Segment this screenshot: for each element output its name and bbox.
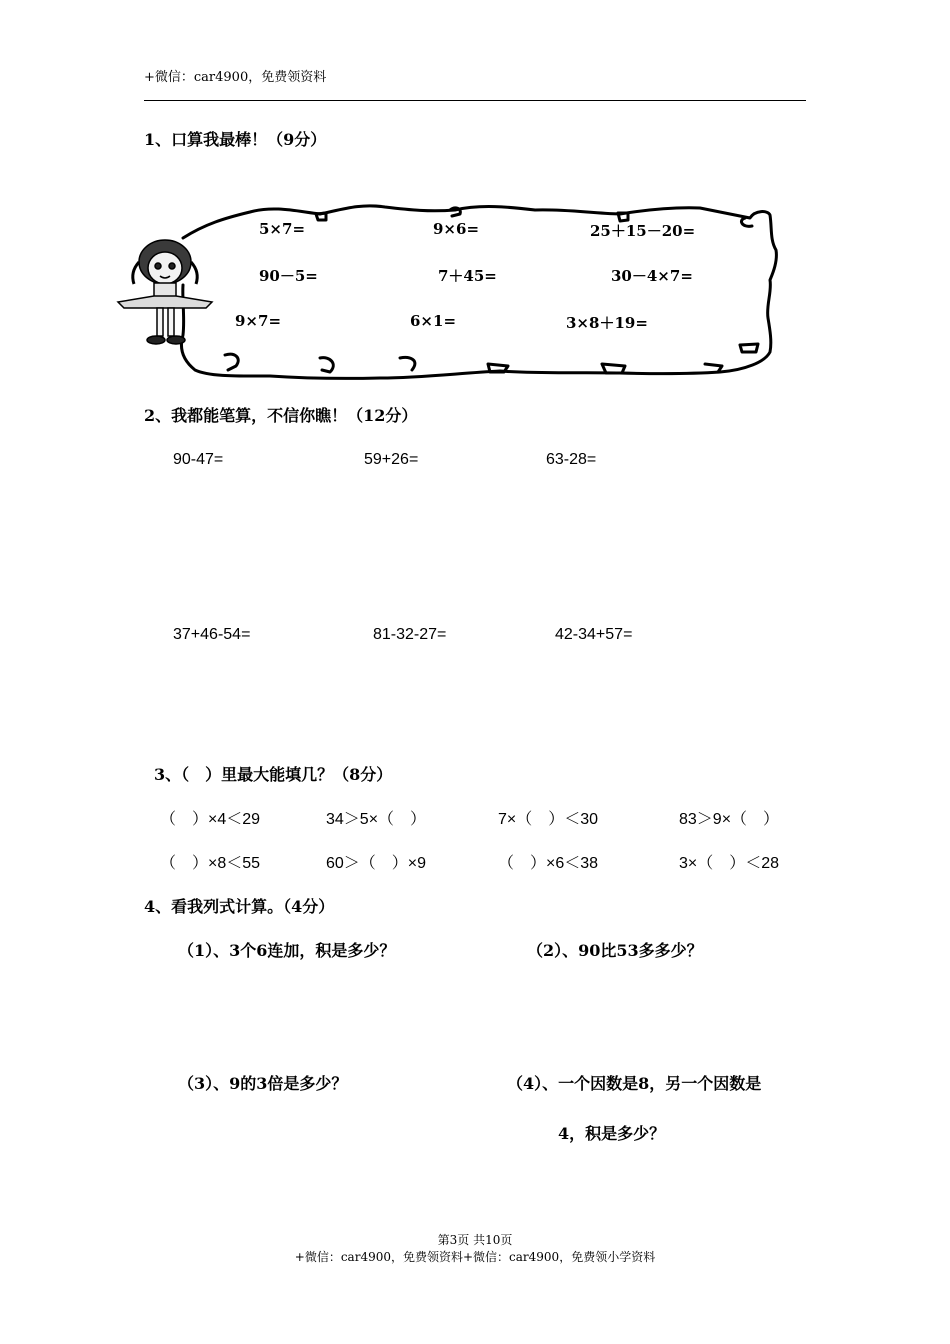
oral-item: 3×8＋19= — [566, 314, 648, 332]
page-number: 第3页 共10页 — [437, 1233, 513, 1247]
oral-item: 30－4×7= — [611, 267, 693, 285]
oral-item: 9×6= — [433, 220, 480, 238]
word-problem-2: （2）、90比53多多少？ — [527, 941, 703, 960]
section3-title: 3、（ ）里最大能填几？（8分） — [154, 765, 393, 784]
written-calc-item: 90-47= — [173, 451, 224, 468]
cloud-knot — [740, 344, 758, 352]
compare-item: 3×（ ）＜28 — [679, 855, 780, 872]
compare-item: 60＞（ ）×9 — [326, 855, 427, 872]
oral-item: 90－5= — [259, 267, 318, 285]
written-calc-item: 63-28= — [546, 451, 597, 468]
compare-item: （ ）×4＜29 — [160, 811, 261, 828]
written-calc-item: 81-32-27= — [373, 626, 447, 643]
compare-item: 7×（ ）＜30 — [498, 811, 599, 828]
word-problem-1: （1）、3个6连加，积是多少？ — [178, 941, 396, 960]
footer-text: +微信：car4900，免费领资料+微信：car4900，免费领小学资料 — [294, 1250, 656, 1264]
oral-item: 6×1= — [410, 312, 457, 330]
oral-item: 9×7= — [235, 312, 282, 330]
cloud-knot — [400, 358, 415, 371]
compare-item: （ ）×6＜38 — [498, 855, 599, 872]
written-calc-item: 42-34+57= — [555, 626, 633, 643]
written-calc-item: 59+26= — [364, 451, 419, 468]
cloud-knot — [488, 364, 508, 372]
section2-title: 2、我都能笔算，不信你瞧！（12分） — [144, 406, 418, 425]
compare-item: 34＞5×（ ） — [326, 811, 427, 828]
cloud-knot — [225, 354, 238, 370]
oral-item: 25＋15－20= — [590, 222, 696, 240]
oral-item: 7＋45= — [438, 267, 497, 285]
word-problem-4-line1: （4）、一个因数是8，另一个因数是 — [507, 1074, 762, 1093]
cloud-knot — [450, 208, 460, 216]
header-text: +微信：car4900，免费领资料 — [144, 70, 327, 85]
cloud-knot — [320, 358, 333, 372]
word-problem-4-line2: 4，积是多少？ — [558, 1124, 666, 1143]
compare-item: （ ）×8＜55 — [160, 855, 261, 872]
section4-title: 4、看我列式计算。（4分） — [144, 897, 335, 916]
oral-item: 5×7= — [259, 220, 306, 238]
section1-title: 1、口算我最棒！（9分） — [144, 130, 327, 149]
compare-item: 83＞9×（ ） — [679, 811, 780, 828]
girl-illustration — [118, 240, 212, 344]
cloud-knot — [316, 213, 326, 220]
cloud-knot — [705, 364, 722, 372]
cloud-knot — [602, 364, 625, 373]
word-problem-3: （3）、9的3倍是多少？ — [178, 1074, 348, 1093]
written-calc-item: 37+46-54= — [173, 626, 251, 643]
